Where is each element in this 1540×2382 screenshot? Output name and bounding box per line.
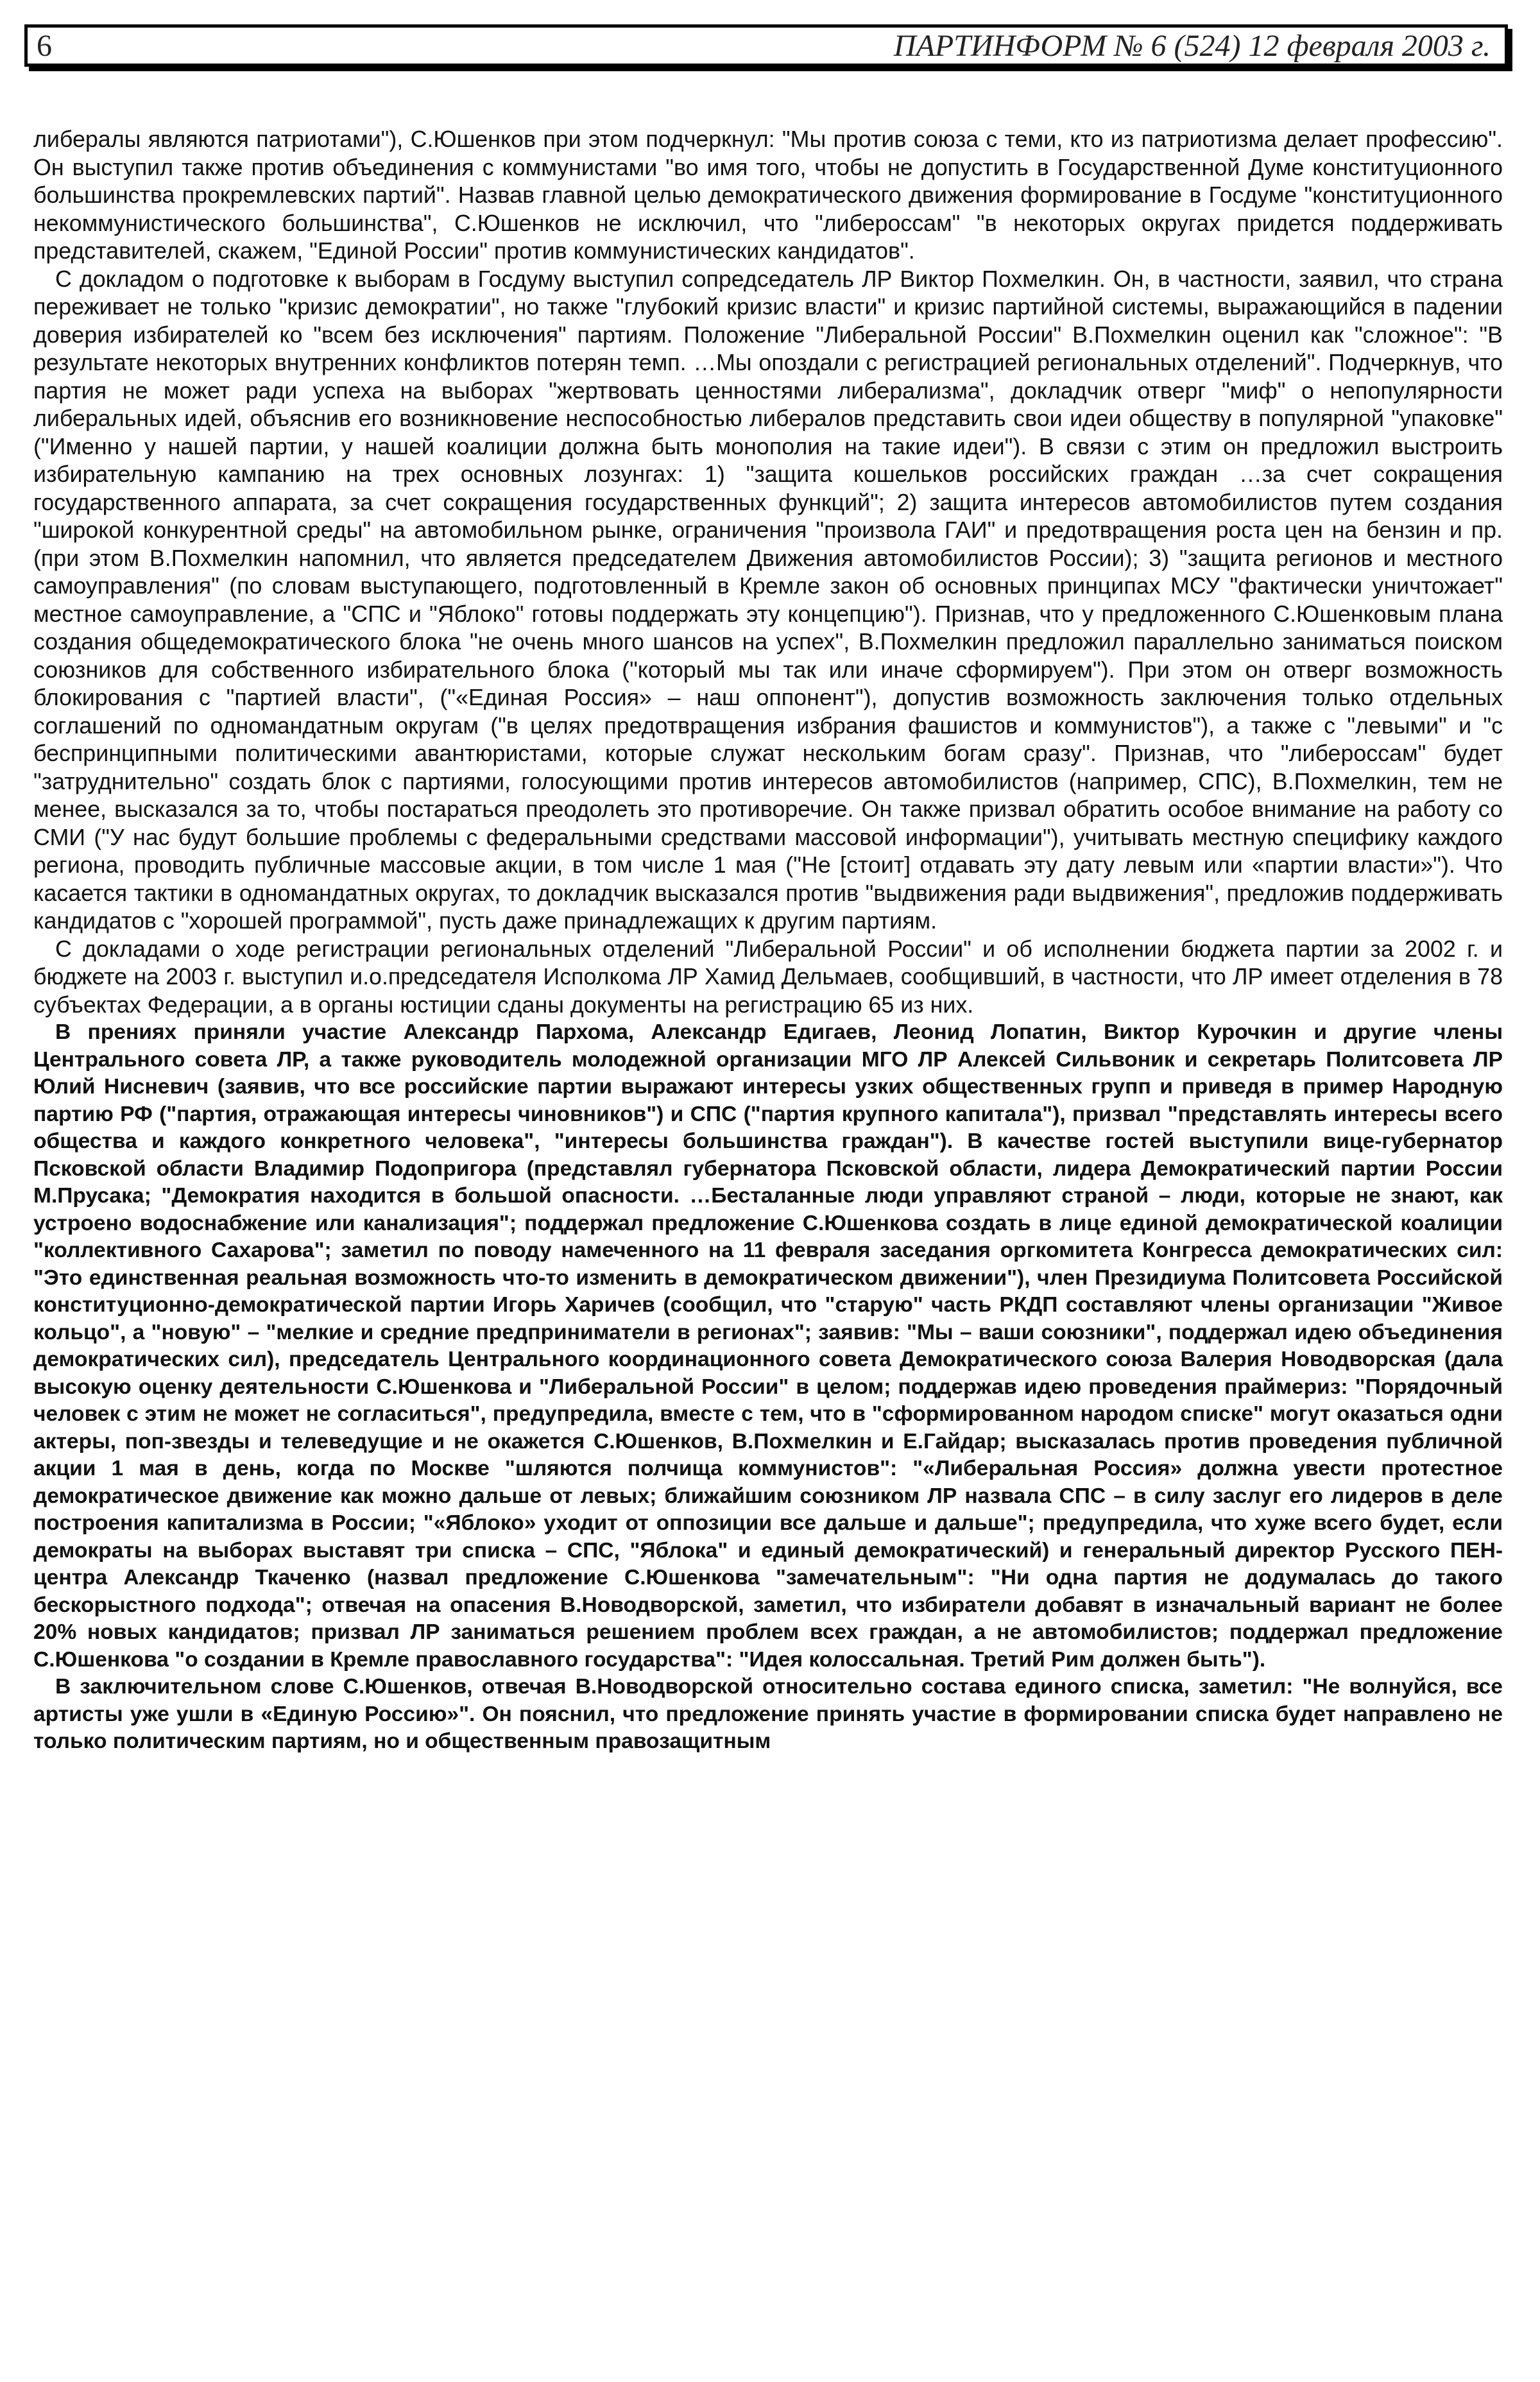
paragraph-yushenkov-coalition: либералы являются патриотами"), С.Юшенков при этом подчеркнул: "Мы против союза с теми, кто из патриотизма делает профессию". Он выступил также против объединения с коммунистами "во имя того, чтобы не допустить в Государственной Думе конституционного большинства прокремлевских партий". Назвав главной целью демократического движения формирование в Госдуме "конституционного некоммунистического большинства", С.Юшенков не исключил, что "либероссам" "в некоторых округах придется поддерживать представителей, скажем, "Единой России" против коммунистических кандидатов".	[33, 126, 1503, 264]
paragraph-closing-remarks: В заключительном слове С.Юшенков, отвечая В.Новодворской относительно состава единого списка, заметил: "Не волнуйся, все артисты уже ушли в «Единую Россию»". Он пояснил, что предложение принять участие в формировании списка будет направлено не только политическим партиям, но и общественным правозащитным	[33, 1675, 1503, 1753]
article-body	[33, 126, 1503, 1756]
paragraph-pokhmelkin-report: С докладом о подготовке к выборам в Госдуму выступил сопредседатель ЛР Виктор Похмелкин. Он, в частности, заявил, что страна переживает не только "кризис демократии", но также "глубокий кризис власти" и кризис партийной системы, выражающийся в падении доверия избирателей ко "всем без исключения" партиям. Положение "Либеральной России" В.Похмелкин оценил как "сложное": "В результате некоторых внутренних конфликтов потерян темп. …Мы опоздали с регистрацией региональных отделений". Подчеркнув, что партия не может ради успеха на выборах "жертвовать ценностями либерализма", докладчик отверг "миф" о непопулярности либеральных идей, объяснив его возникновение неспособностью либералов представить свои идеи обществу в популярной "упаковке" ("Именно у нашей партии, у нашей коалиции должна быть монополия на такие идеи"). В связи с этим он предложил выстроить избирательную кампанию на трех основных лозунгах: 1) "защита кошельков российских граждан …за счет сокращения государственного аппарата, за счет сокращения государственных функций"; 2) защита интересов автомобилистов путем создания "широкой конкурентной среды" на автомобильном рынке, ограничения "произвола ГАИ" и предотвращения роста цен на бензин и пр. (при этом В.Похмелкин напомнил, что является председателем Движения автомобилистов России); 3) "защита регионов и местного самоуправления" (по словам выступающего, подготовленный в Кремле закон об основных принципах МСУ "фактически уничтожает" местное самоуправление, а "СПС и "Яблоко" готовы поддержать эту концепцию"). Признав, что у предложенного С.Юшенковым плана создания общедемократического блока "не очень много шансов на успех", В.Похмелкин предложил параллельно заниматься поиском союзников для собственного избирательного блока ("который мы так или иначе сформируем"). При этом он отверг возможность блокирования с "партией власти", ("«Единая Россия» – наш оппонент"), допустив возможность заключения только отдельных соглашений по одномандатным округам ("в целях предотвращения избрания фашистов и коммунистов"), а также с "левыми" и "с беспринципными политическими авантюристами, которые служат нескольким богам сразу". Признав, что "либероссам" будет "затруднительно" создать блок с партиями, голосующими против интересов автомобилистов (например, СПС), В.Похмелкин, тем не менее, высказался за то, чтобы постараться преодолеть это противоречие. Он также призвал обратить особое внимание на работу со СМИ ("У нас будут большие проблемы с федеральными средствами массовой информации"), учитывать местную специфику каждого региона, проводить публичные массовые акции, в том числе 1 мая ("Не [стоит] отдавать эту дату левым или «партии власти»"). Что касается тактики в одномандатных округах, то докладчик высказался против "выдвижения ради выдвижения", предложив поддерживать кандидатов с "хорошей программой", пусть даже принадлежащих к другим партиям.	[33, 266, 1503, 934]
publication-title: ПАРТИНФОРМ № 6 (524) 12 февраля 2003 г.	[893, 28, 1491, 63]
paragraph-debate: В прениях приняли участие Александр Пархома, Александр Едигаев, Леонид Лопатин, Виктор Курочкин и другие члены Центрального совета ЛР, а также руководитель молодежной организации МГО ЛР Алексей Сильвоник и секретарь Политсовета ЛР Юлий Нисневич (заявив, что все российские партии выражают интересы узких общественных групп и приведя в пример Народную партию РФ ("партия, отражающая интересы чиновников") и СПС ("партия крупного капитала"), призвал "представлять интересы всего общества и каждого конкретного человека", "интересы большинства граждан"). В качестве гостей выступили вице-губернатор Псковской области Владимир Подопригора (представлял губернатора Псковской области, лидера Демократический партии России М.Прусака; "Демократия находится в большой опасности. …Бесталанные люди управляют страной – люди, которые не знают, как устроено водоснабжение или канализация"; поддержал предложение С.Юшенкова создать в лице единой демократической коалиции "коллективного Сахарова"; заметил по поводу намеченного на 11 февраля заседания оргкомитета Конгресса демократических сил: "Это единственная реальная возможность что-то изменить в демократическом движении"), член Президиума Политсовета Российской конституционно-демократической партии Игорь Харичев (сообщил, что "старую" часть РКДП составляют члены организации "Живое кольцо", а "новую" – "мелкие и средние предприниматели в регионах"; заявив: "Мы – ваши союзники", поддержал идею объединения демократических сил), председатель Центрального координационного совета Демократического союза Валерия Новодворская (дала высокую оценку деятельности С.Юшенкова и "Либеральной России" в целом; поддержав идею проведения праймериз: "Порядочный человек с этим не может не согласиться", предупредила, вместе с тем, что в "сформированном народом списке" могут оказаться одни актеры, поп-звезды и телеведущие и не окажется С.Юшенков, В.Похмелкин и Е.Гайдар; высказалась против проведения публичной акции 1 мая в день, когда по Москве "шляются полчища коммунистов": "«Либеральная Россия» должна увести протестное демократическое движение как можно дальше от левых; ближайшим союзником ЛР назвала СПС – в силу заслуг его лидеров в деле построения капитализма в России; "«Яблоко» уходит от оппозиции все дальше и дальше"; предупредила, что хуже всего будет, если демократы на выборах выставят три списка – СПС, "Яблока" и единый демократический) и генеральный директор Русского ПЕН-центра Александр Ткаченко (назвал предложение С.Юшенкова "замечательным": "Ни одна партия не додумалась до такого бескорыстного подхода"; отвечая на опасения В.Новодворской, заметил, что избиратели добавят в изначальный вариант не более 20% новых кандидатов; призвал ЛР заниматься решением проблем всех граждан, а не автомобилистов; поддержал предложение С.Юшенкова "о создании в Кремле православного государства": "Идея колоссальная. Третий Рим должен быть").	[33, 1020, 1503, 1672]
page-header	[24, 24, 1508, 67]
page-number: 6	[37, 28, 52, 63]
paragraph-delmaev-report: С докладами о ходе регистрации региональных отделений "Либеральной России" и об исполнении бюджета партии за 2002 г. и бюджете на 2003 г. выступил и.о.председателя Исполкома ЛР Хамид Дельмаев, сообщивший, в частности, что ЛР имеет отделения в 78 субъектах Федерации, а в органы юстиции сданы документы на регистрацию 65 из них.	[33, 936, 1503, 1018]
